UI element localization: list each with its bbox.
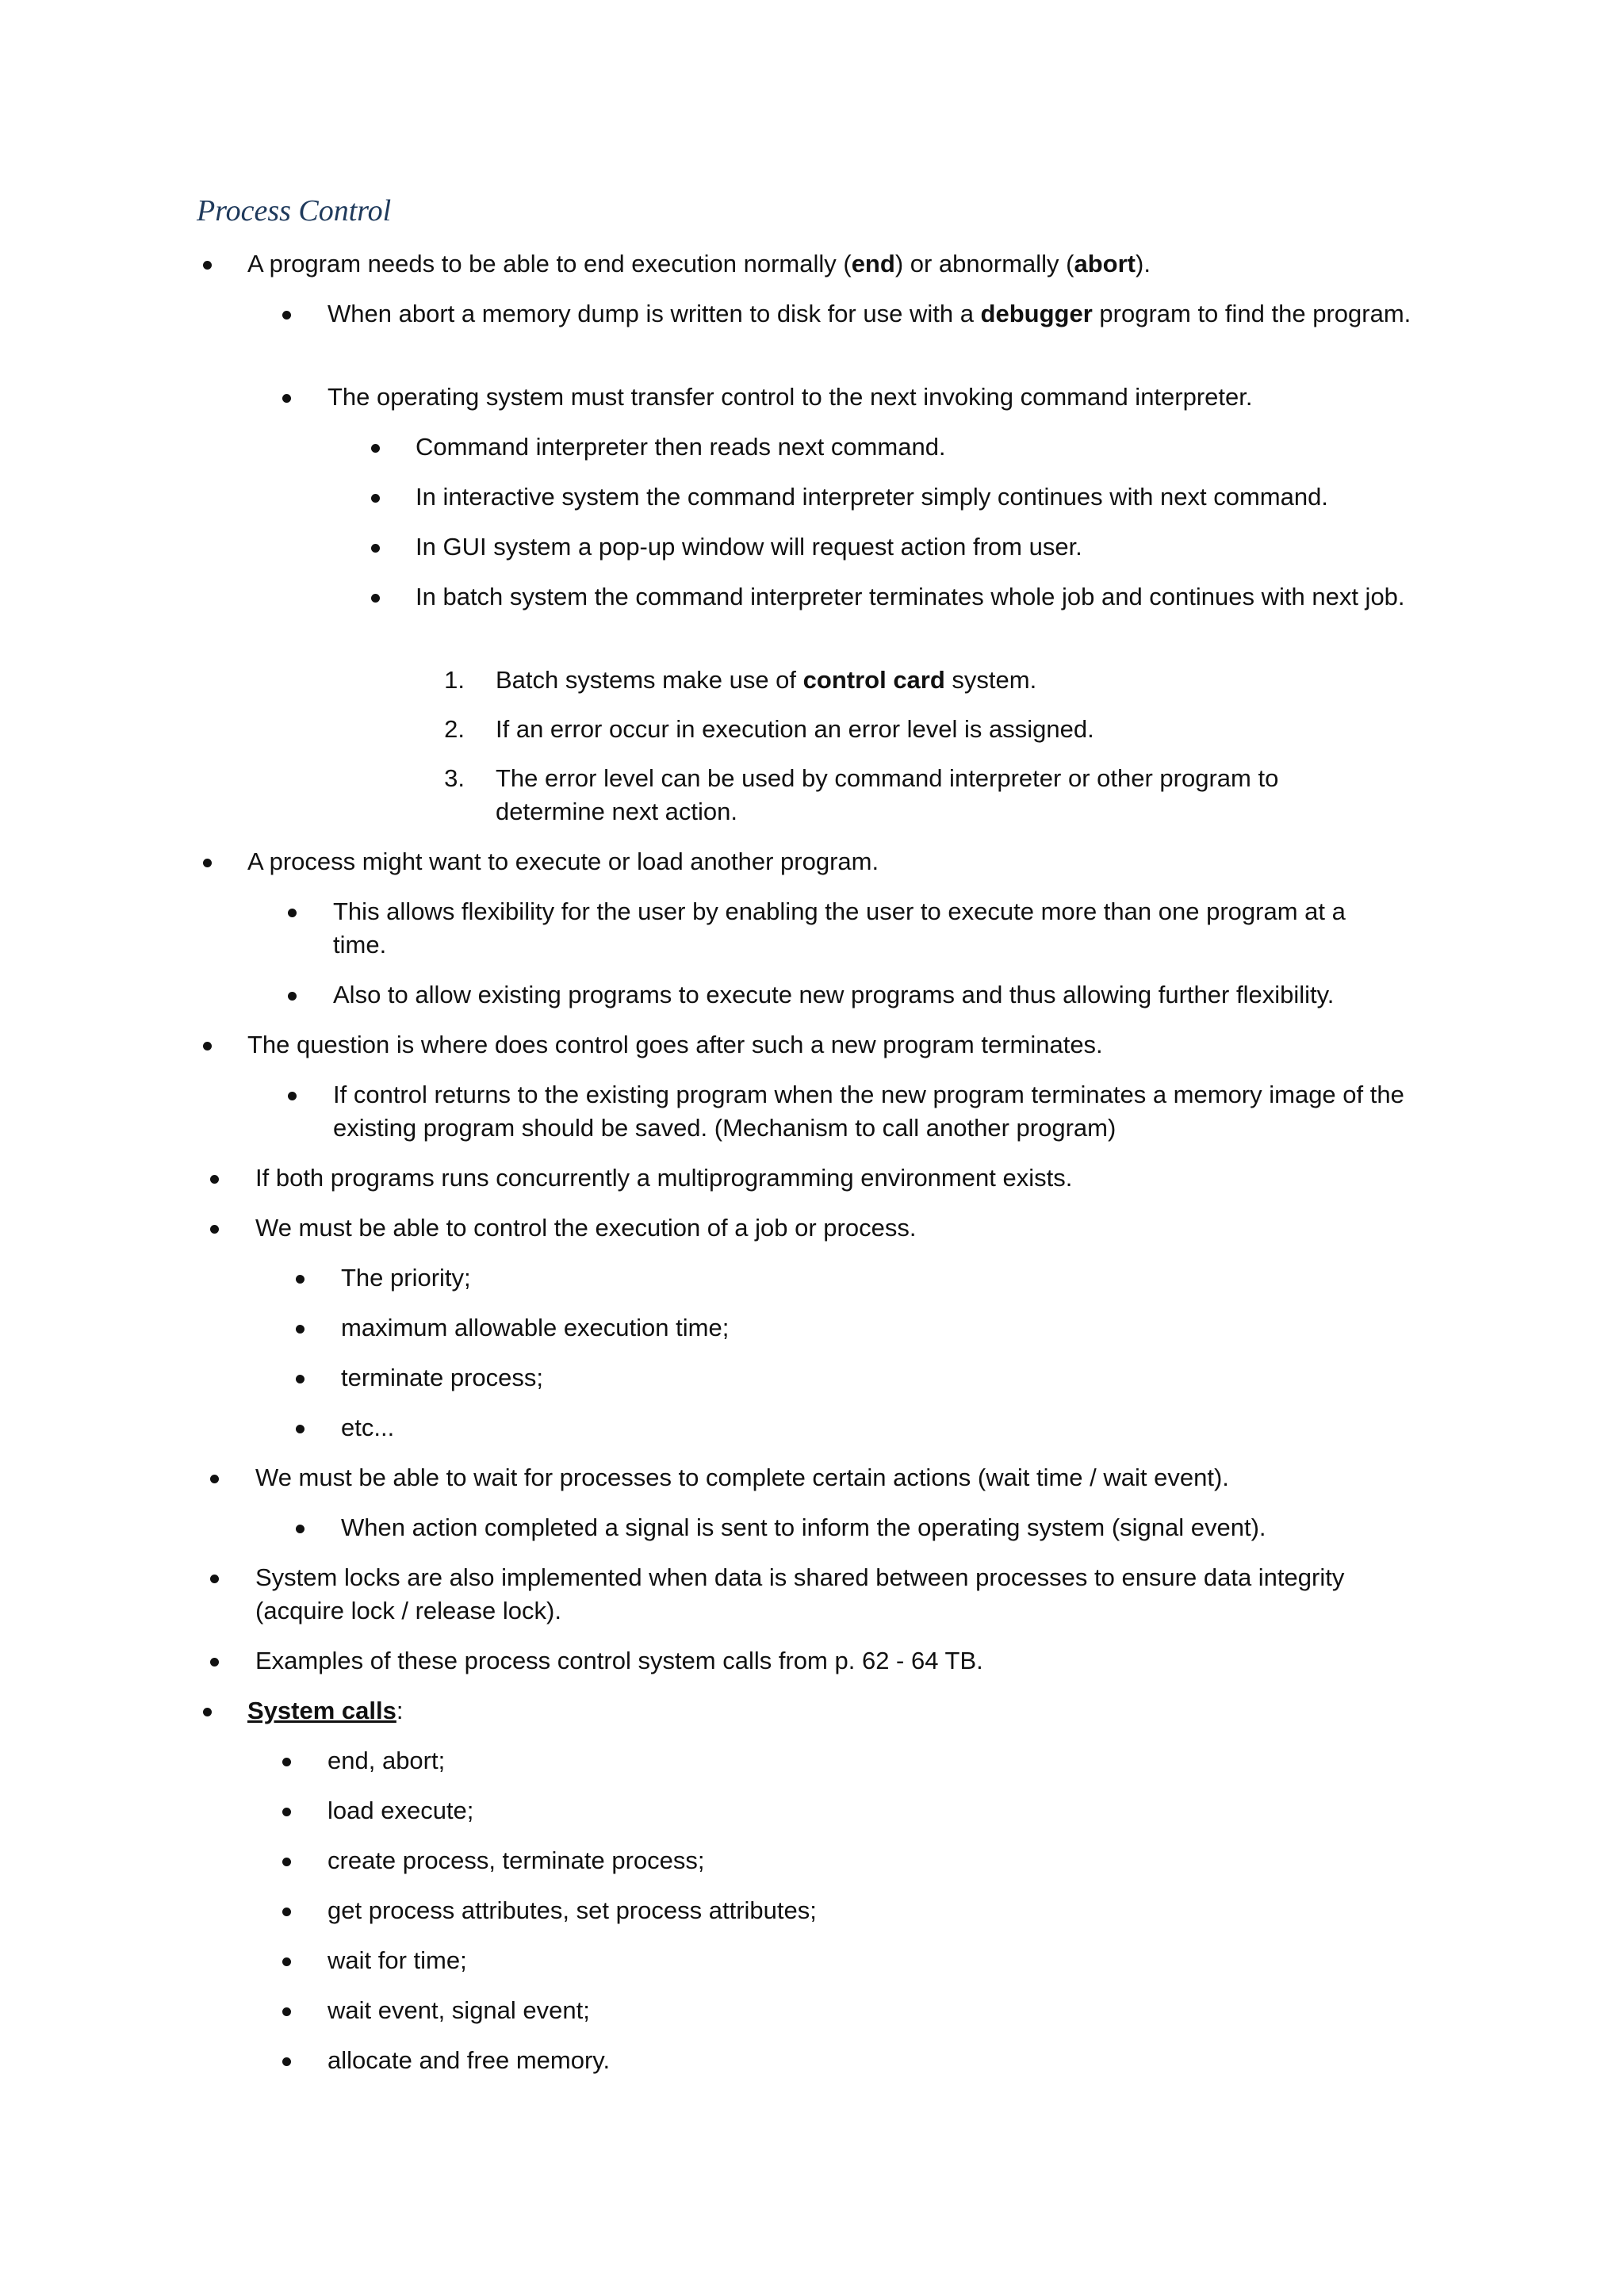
list-item: [278, 297, 1422, 331]
text-run: In interactive system the command interpreter simply continues with next command.: [416, 483, 1328, 511]
list-item: [278, 1994, 1422, 2027]
bold-term: end: [851, 250, 895, 277]
text-run: If an error occur in execution an error level is assigned.: [496, 715, 1094, 743]
list-item-text: [247, 247, 1437, 281]
list-item: [198, 1694, 1437, 1728]
bold-term: abort: [1074, 250, 1136, 277]
list-item: [283, 895, 1396, 962]
text-run: The operating system must transfer control to the next invoking command interpreter.: [327, 383, 1253, 411]
list-item-text: [255, 1644, 1429, 1678]
list-item: [278, 2044, 1422, 2077]
text-run: Command interpreter then reads next command.: [416, 433, 946, 461]
list-item: [291, 1311, 1435, 1345]
text-run: maximum allowable execution time;: [341, 1314, 730, 1341]
list-item-text: [255, 1561, 1429, 1628]
list-item-text: [496, 713, 1408, 746]
list-item: [441, 762, 1352, 828]
list-item-text: [341, 1361, 1435, 1395]
text-run: A process might want to execute or load another program.: [247, 848, 879, 875]
list-item-text: [416, 580, 1423, 614]
list-item: [291, 1511, 1435, 1544]
list-item-text: [333, 1078, 1427, 1145]
list-item: [278, 381, 1454, 414]
list-item: [291, 1261, 1435, 1295]
list-item: [366, 430, 1462, 464]
list-number: 1.: [444, 666, 465, 694]
list-item-text: [496, 664, 1408, 697]
text-run: get process attributes, set process attributes;: [327, 1896, 817, 1924]
list-item-text: [327, 1844, 1422, 1877]
list-item-text: [255, 1211, 1429, 1245]
text-run: allocate and free memory.: [327, 2046, 611, 2074]
list-item: [278, 1744, 1422, 1777]
text-run: In batch system the command interpreter terminates whole job and continues with next job.: [416, 583, 1405, 610]
list-item-text: [416, 530, 1462, 564]
list-item-text: [247, 845, 1437, 878]
list-item-text: [255, 1461, 1429, 1494]
list-item-text: [341, 1511, 1435, 1544]
list-item: [198, 247, 1437, 281]
text-run: terminate process;: [341, 1364, 543, 1391]
list-item: [366, 580, 1423, 614]
text-run: wait event, signal event;: [327, 1996, 590, 2024]
list-item-text: [327, 381, 1454, 414]
list-item: [278, 1844, 1422, 1877]
list-item: [291, 1361, 1435, 1395]
list-item: [198, 1028, 1437, 1062]
text-run: We must be able to wait for processes to complete certain actions (wait time / wait event).: [255, 1464, 1229, 1491]
list-item-text: [247, 1028, 1437, 1062]
list-item-text: [327, 1994, 1422, 2027]
text-run: We must be able to control the execution of a job or process.: [255, 1214, 917, 1242]
list-item: [198, 845, 1437, 878]
list-item: [291, 1411, 1435, 1445]
bold-term: control card: [802, 666, 945, 694]
text-run: A program needs to be able to end execution normally (: [247, 250, 852, 277]
text-run: wait for time;: [327, 1946, 467, 1974]
list-item-text: [496, 762, 1352, 828]
list-item: [283, 978, 1427, 1012]
text-run: This allows flexibility for the user by enabling the user to execute more than one program at a time.: [333, 897, 1346, 959]
text-run: Also to allow existing programs to execute new programs and thus allowing further flexibility.: [333, 981, 1335, 1008]
list-item: [205, 1161, 1429, 1195]
text-run: If both programs runs concurrently a multiprogramming environment exists.: [255, 1164, 1073, 1192]
text-run: When action completed a signal is sent to inform the operating system (signal event).: [341, 1513, 1266, 1541]
list-item: [278, 1794, 1422, 1827]
text-run: The error level can be used by command interpreter or other program to determine next action.: [496, 764, 1279, 825]
text-run: Batch systems make use of: [496, 666, 803, 694]
text-run: :: [396, 1697, 404, 1724]
text-run: ).: [1136, 250, 1151, 277]
list-item-text: [416, 480, 1462, 514]
list-item-text: [333, 895, 1396, 962]
list-item: [441, 713, 1408, 746]
list-item-text: [247, 1694, 1437, 1728]
underlined-term: System calls: [247, 1697, 396, 1724]
text-run: If control returns to the existing program when the new program terminates a memory image of the existing program should be saved. (Mechanism to call another program): [333, 1081, 1404, 1142]
list-item-text: [341, 1411, 1435, 1445]
list-item: [205, 1461, 1429, 1494]
list-item: [366, 530, 1462, 564]
list-item: [278, 1894, 1422, 1927]
text-run: create process, terminate process;: [327, 1846, 705, 1874]
list-item-text: [327, 1794, 1422, 1827]
bold-term: debugger: [980, 300, 1093, 327]
text-run: The priority;: [341, 1264, 471, 1292]
list-item-text: [416, 430, 1462, 464]
text-run: end, abort;: [327, 1747, 446, 1774]
list-number: 3.: [444, 764, 465, 792]
text-run: program to find the program.: [1092, 300, 1411, 327]
text-run: System locks are also implemented when data is shared between processes to ensure data integrity (acquire lock / release lock).: [255, 1563, 1345, 1624]
list-item-text: [327, 2044, 1422, 2077]
list-item-text: [327, 1744, 1422, 1777]
text-run: When abort a memory dump is written to disk for use with a: [327, 300, 981, 327]
list-item-text: [255, 1161, 1429, 1195]
list-item-text: [327, 1894, 1422, 1927]
list-item: [205, 1644, 1429, 1678]
text-run: Examples of these process control system calls from p. 62 - 64 TB.: [255, 1647, 983, 1674]
list-item: [441, 664, 1408, 697]
list-item-text: [327, 297, 1422, 331]
text-run: system.: [944, 666, 1037, 694]
text-run: In GUI system a pop-up window will request action from user.: [416, 533, 1082, 561]
list-item-text: [327, 1944, 1422, 1977]
list-item-text: [333, 978, 1427, 1012]
list-number: 2.: [444, 715, 465, 743]
list-item-text: [341, 1311, 1435, 1345]
list-item: [366, 480, 1462, 514]
section-heading: Process Control: [197, 194, 392, 228]
list-item: [283, 1078, 1427, 1145]
list-item: [205, 1211, 1429, 1245]
text-run: etc...: [341, 1414, 395, 1441]
list-item-text: [341, 1261, 1435, 1295]
list-item: [278, 1944, 1422, 1977]
list-item: [205, 1561, 1429, 1628]
text-run: The question is where does control goes after such a new program terminates.: [247, 1031, 1103, 1058]
text-run: load execute;: [327, 1797, 474, 1824]
text-run: ) or abnormally (: [894, 250, 1074, 277]
